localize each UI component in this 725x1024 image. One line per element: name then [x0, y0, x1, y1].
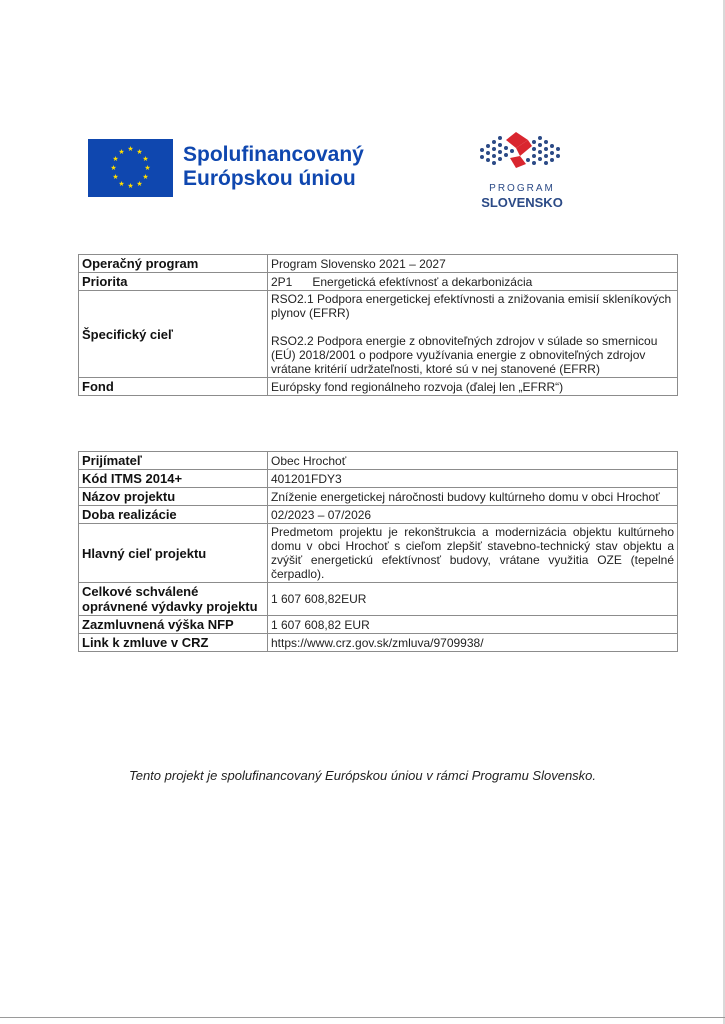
- table-row: [79, 634, 678, 652]
- vydavky-value: 1 607 608,82EUR: [268, 583, 678, 616]
- table-row: [79, 291, 678, 378]
- program-value: Program Slovensko 2021 – 2027: [268, 255, 678, 273]
- crz-link[interactable]: https://www.crz.gov.sk/zmluva/9709938/: [268, 634, 678, 652]
- table-row: [79, 616, 678, 634]
- table-row: [79, 452, 678, 470]
- ciel-rso21: RSO2.1 Podpora energetickej efektívnosti a znižovania emisií skleníkových plynov (EFRR): [271, 292, 672, 320]
- eu-flag-icon: ★ ★ ★ ★ ★ ★ ★ ★ ★ ★ ★ ★: [88, 139, 173, 197]
- table-row: [79, 273, 678, 291]
- nfp-value: 1 607 608,82 EUR: [268, 616, 678, 634]
- hlavny-ciel-label: Hlavný cieľ projektu: [79, 524, 268, 583]
- program-info-table: [78, 254, 678, 396]
- program-label: Operačný program: [79, 255, 268, 273]
- nazov-label: Názov projektu: [79, 488, 268, 506]
- fond-label: Fond: [79, 378, 268, 396]
- hlavny-ciel-value: Predmetom projektu je rekonštrukcia a modernizácia objektu kultúrneho domu v obci Hrochoť s cieľom zlepšiť stavebno-technický stav objektu a zvýšiť energetickú efektívnosť budovy, vrátane využitia OZE (tepelné čerpadlo).: [268, 524, 678, 583]
- nazov-value: Zníženie energetickej náročnosti budovy kultúrneho domu v obci Hrochoť: [268, 488, 678, 506]
- doba-value: 02/2023 – 07/2026: [268, 506, 678, 524]
- specificky-ciel-label: Špecifický cieľ: [79, 291, 268, 378]
- ciel-rso22: RSO2.2 Podpora energie z obnoviteľných zdrojov v súlade so smernicou (EÚ) 2018/2001 o podpore využívania energie z obnoviteľných zdrojov vrátane kritérií udržateľnosti, ktoré sú v nej stanovené (EFRR): [271, 334, 658, 376]
- doba-label: Doba realizácie: [79, 506, 268, 524]
- prijimatel-label: Prijímateľ: [79, 452, 268, 470]
- table-row: [79, 470, 678, 488]
- footer-note: Tento projekt je spolufinancovaný Európskou úniou v rámci Programu Slovensko.: [128, 768, 597, 783]
- prijimatel-value: Obec Hrochoť: [268, 452, 678, 470]
- table-row: [79, 506, 678, 524]
- itms-value: 401201FDY3: [268, 470, 678, 488]
- priorita-label: Priorita: [79, 273, 268, 291]
- eu-logo-line2: Európskou úniou: [183, 167, 356, 190]
- eu-logo-line1: Spolufinancovaný: [183, 143, 364, 166]
- slovensko-logo-word: SLOVENSKO: [481, 195, 563, 210]
- page-edge-bottom: [0, 1017, 725, 1018]
- nfp-label: Zazmluvnená výška NFP: [79, 616, 268, 634]
- fond-value: Európsky fond regionálneho rozvoja (ďalej len „EFRR“): [268, 378, 678, 396]
- table-row: [79, 488, 678, 506]
- project-info-table: [78, 451, 678, 652]
- table-row: [79, 378, 678, 396]
- eu-logo-text: [183, 143, 364, 191]
- itms-label: Kód ITMS 2014+: [79, 470, 268, 488]
- program-logo-word: PROGRAM: [489, 183, 555, 194]
- priorita-value: 2P1 Energetická efektívnosť a dekarbonizácia: [268, 273, 678, 291]
- vydavky-label: Celkové schválené oprávnené výdavky projektu: [79, 583, 268, 616]
- table-row: [79, 255, 678, 273]
- table-row: [79, 583, 678, 616]
- link-label: Link k zmluve v CRZ: [79, 634, 268, 652]
- program-slovensko-logo-icon: [472, 128, 572, 190]
- table-row: [79, 524, 678, 583]
- specificky-ciel-value: [268, 291, 678, 378]
